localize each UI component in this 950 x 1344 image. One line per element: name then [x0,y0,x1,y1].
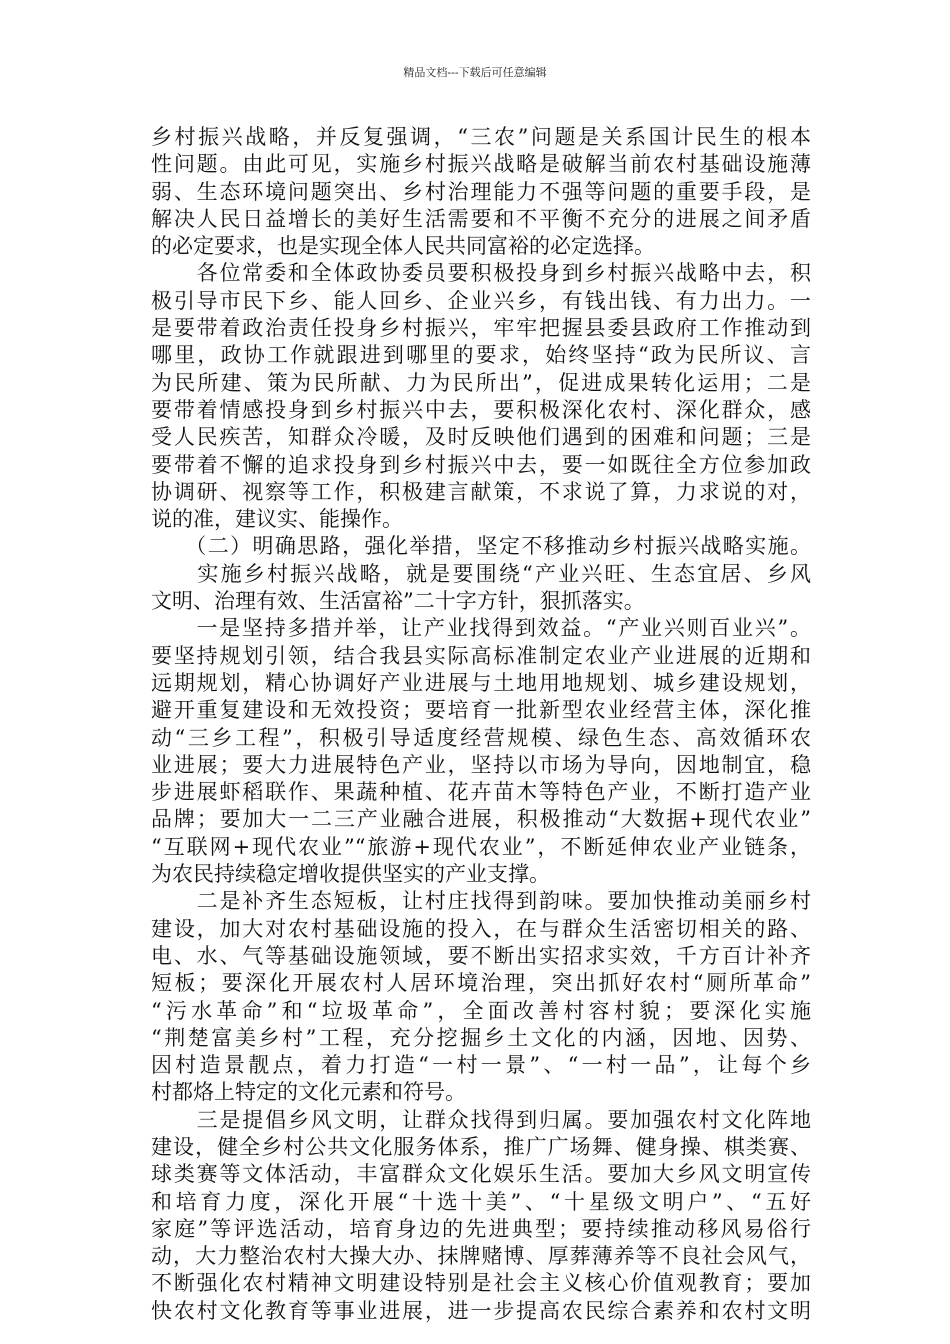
text-line: 弱、生态环境问题突出、乡村治理能力不强等问题的重要手段，是 [151,179,811,204]
text-line: 哪里，政协工作就跟进到哪里的要求，始终坚持“政为民所议、言 [151,343,811,368]
text-line: （二）明确思路，强化举措，坚定不移推动乡村振兴战略实施。 [151,534,811,559]
text-line: 要带着不懈的追求投身到乡村振兴中去，要一如既往全方位参加政 [151,452,811,477]
text-line: 村都烙上特定的文化元素和符号。 [151,1080,466,1105]
text-line: 性问题。由此可见，实施乡村振兴战略是破解当前农村基础设施薄 [151,152,811,177]
text-line: 实施乡村振兴战略，就是要围绕“产业兴旺、生态宜居、乡风 [151,561,811,586]
text-line: 文明、治理有效、生活富裕”二十字方针，狠抓落实。 [151,589,645,614]
text-line: 避开重复建设和无效投资；要培育一批新型农业经营主体，深化推 [151,698,811,723]
text-line: 要带着情感投身到乡村振兴中去，要积极深化农村、深化群众，感 [151,397,811,422]
text-line: 为民所建、策为民所献、力为民所出”，促进成果转化运用；二是 [151,370,811,395]
text-line: 是要带着政治责任投身乡村振兴，牢牢把握县委县政府工作推动到 [151,316,811,341]
text-line: 要坚持规划引领，结合我县实际高标准制定农业产业进展的近期和 [151,643,811,668]
text-line: 电、水、气等基础设施领域，要不断出实招求实效，千方百计补齐 [151,943,811,968]
text-line: 说的准，建议实、能操作。 [151,507,403,532]
page-header: 精品文档---下载后可任意编辑 [403,66,547,79]
text-line: 建设，健全乡村公共文化服务体系，推广广场舞、健身操、棋类赛、 [151,1134,811,1159]
text-line: “荆楚富美乡村”工程，充分挖掘乡土文化的内涵，因地、因势、 [151,1025,811,1050]
text-line: 动，大力整治农村大操大办、抹牌赌博、厚葬薄养等不良社会风气， [151,1244,811,1269]
text-line: 协调研、视察等工作，积极建言献策，不求说了算，力求说的对， [151,479,811,504]
text-line: 不断强化农村精神文明建设特别是社会主义核心价值观教育；要加 [151,1271,811,1296]
text-line: “互联网+现代农业”“旅游+现代农业”，不断延伸农业产业链条， [151,834,811,859]
text-line: “污水革命”和“垃圾革命”，全面改善村容村貌；要深化实施 [151,998,811,1023]
text-line: 家庭”等评选活动，培育身边的先进典型；要持续推动移风易俗行 [151,1216,811,1241]
text-line: 建设，加大对农村基础设施的投入，在与群众生活密切相关的路、 [151,916,811,941]
text-line: 远期规划，精心协调好产业进展与土地用地规划、城乡建设规划， [151,670,811,695]
text-line: 业进展；要大力进展特色产业，坚持以市场为导向，因地制宜，稳 [151,752,811,777]
text-line: 极引导市民下乡、能人回乡、企业兴乡，有钱出钱、有力出力。一 [151,288,811,313]
text-line: 为农民持续稳定增收提供坚实的产业支撑。 [151,862,550,887]
text-line: 步进展虾稻联作、果蔬种植、花卉苗木等特色产业，不断打造产业 [151,780,811,805]
text-line: 短板；要深化开展农村人居环境治理，突出抓好农村“厕所革命” [151,971,811,996]
text-line: 品牌；要加大一二三产业融合进展，积极推动“大数据+现代农业” [151,807,811,832]
text-line: 三是提倡乡风文明，让群众找得到归属。要加强农村文化阵地 [151,1107,811,1132]
text-line: 解决人民日益增长的美好生活需要和不平衡不充分的进展之间矛盾 [151,206,811,231]
text-line: 各位常委和全体政协委员要积极投身到乡村振兴战略中去，积 [151,261,811,286]
text-line: 的必定要求，也是实现全体人民共同富裕的必定选择。 [151,234,655,259]
document-body [151,124,811,1325]
text-line: 二是补齐生态短板，让村庄找得到韵味。要加快推动美丽乡村 [151,889,811,914]
text-line: 和培育力度，深化开展“十选十美”、“十星级文明户”、“五好 [151,1189,811,1214]
text-line: 动“三乡工程”，积极引导适度经营规模、绿色生态、高效循环农 [151,725,811,750]
text-line: 球类赛等文体活动，丰富群众文化娱乐生活。要加大乡风文明宣传 [151,1162,811,1187]
text-line: 受人民疾苦，知群众冷暖，及时反映他们遇到的困难和问题；三是 [151,425,811,450]
text-line: 一是坚持多措并举，让产业找得到效益。“产业兴则百业兴”。 [151,616,811,641]
text-line: 快农村文化教育等事业进展，进一步提高农民综合素养和农村文明 [151,1298,811,1323]
text-line: 乡村振兴战略，并反复强调，“三农”问题是关系国计民生的根本 [151,125,811,149]
text-line: 因村造景靓点，着力打造“一村一景”、“一村一品”，让每个乡 [151,1053,811,1078]
